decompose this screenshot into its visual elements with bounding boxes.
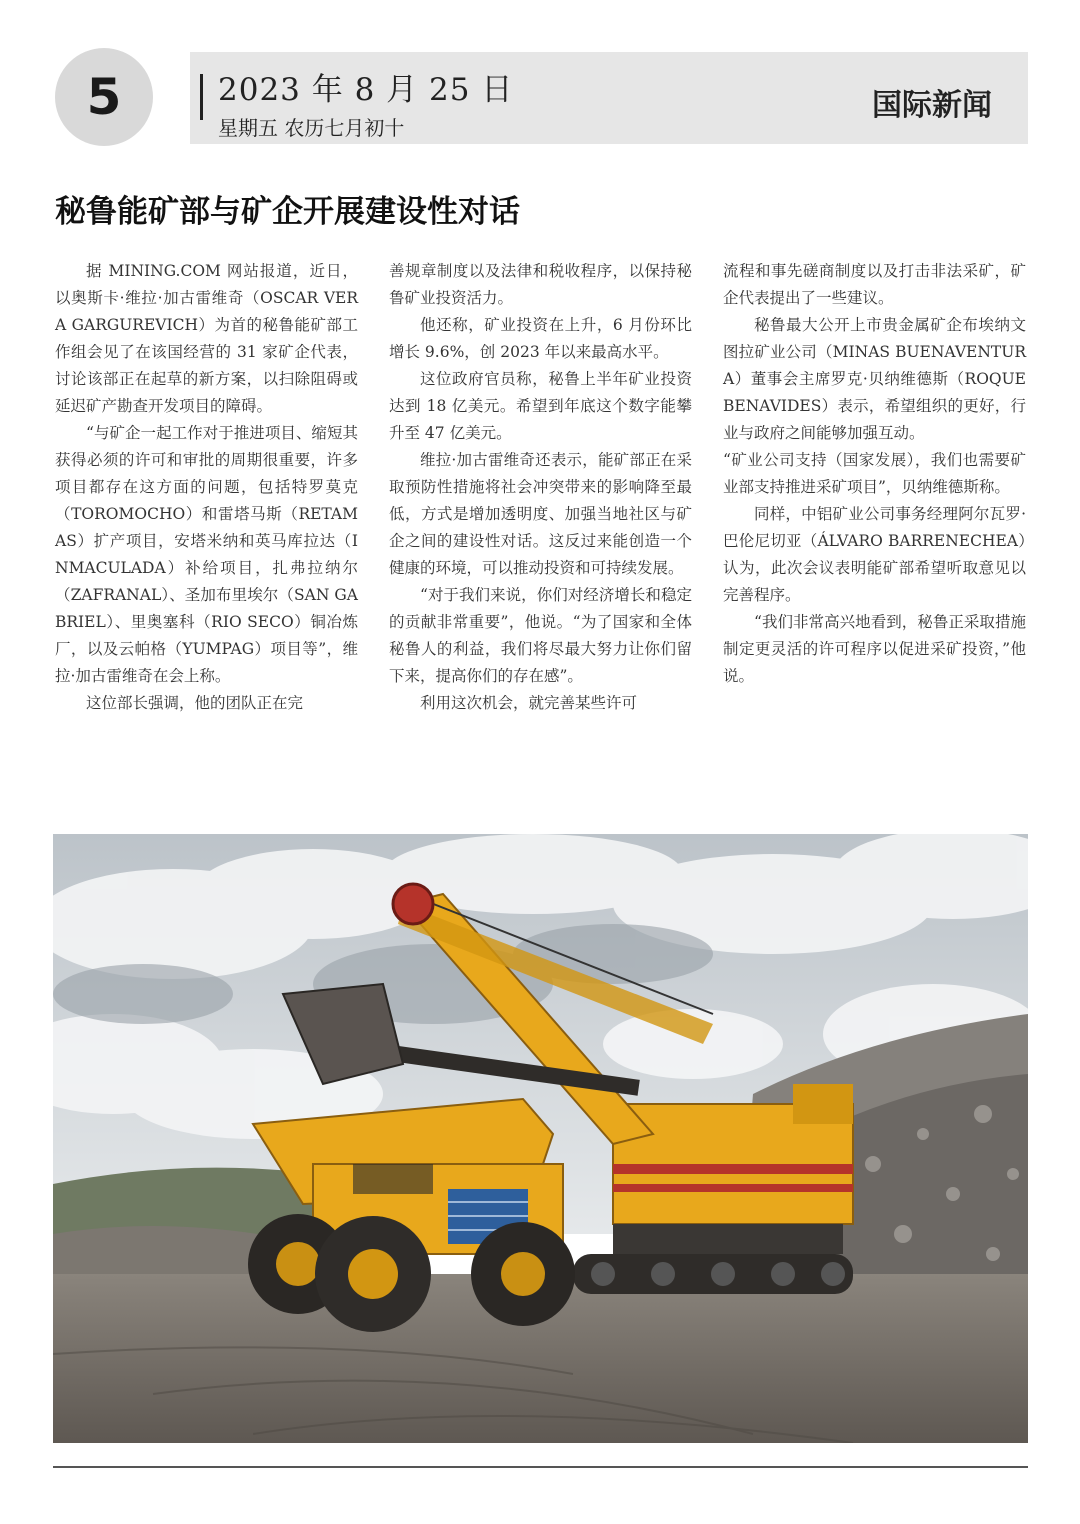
article-paragraph: 这位政府官员称，秘鲁上半年矿业投资达到 18 亿美元。希望到年底这个数字能攀升至 47 亿美元。 — [389, 370, 692, 442]
article-column-2 — [389, 258, 692, 717]
article-headline: 秘鲁能矿部与矿企开展建设性对话 — [55, 194, 520, 230]
section-title: 国际新闻 — [872, 88, 992, 123]
article-paragraph: 他还称，矿业投资在上升，6 月份环比增长 9.6%，创 2023 年以来最高水平。 — [389, 316, 692, 361]
page-number-badge — [55, 48, 153, 146]
article-paragraph: “对于我们来说，你们对经济增长和稳定的贡献非常重要”，他说。“为了国家和全体秘鲁人的利益，我们将尽最大努力让你们留下来，提高你们的存在感”。 — [389, 586, 692, 685]
article-paragraph: “我们非常高兴地看到，秘鲁正采取措施制定更灵活的许可程序以促进采矿投资，”他说。 — [723, 613, 1026, 685]
article-paragraph: 据 MINING.COM 网站报道，近日，以奥斯卡·维拉·加古雷维奇（OSCAR VERA GARGUREVICH）为首的秘鲁能矿部工作组会见了在该国经营的 31 家矿企代表，讨论该部正在起草的新方案，以扫除阻碍或延迟矿产勘查开发项目的障碍。 — [55, 262, 358, 415]
article-paragraph: 秘鲁最大公开上市贵金属矿企布埃纳文图拉矿业公司（MINAS BUENAVENTURA）董事会主席罗克·贝纳维德斯（ROQUE BENAVIDES）表示，希望组织的更好，行业与政府之间能够加强互动。 — [723, 316, 1026, 442]
article-paragraph: 维拉·加古雷维奇还表示，能矿部正在采取预防性措施将社会冲突带来的影响降至最低，方式是增加透明度、加强当地社区与矿企之间的建设性对话。这反过来能创造一个健康的环境，可以推动投资和可持续发展。 — [389, 451, 692, 577]
dump-truck — [248, 1099, 575, 1332]
mining-photo — [53, 834, 1028, 1443]
article-column-3 — [723, 258, 1026, 690]
mining-excavator-truck-illustration — [53, 834, 1028, 1443]
page-number: 5 — [86, 68, 122, 126]
article-paragraph: 同样，中铝矿业公司事务经理阿尔瓦罗·巴伦尼切亚（ÁLVARO BARRENECHEA）认为，此次会议表明能矿部希望听取意见以完善程序。 — [723, 505, 1026, 604]
article-column-1 — [55, 258, 358, 717]
article-paragraph: “与矿企一起工作对于推进项目、缩短其获得必须的许可和审批的周期很重要，许多项目都存在这方面的问题，包括特罗莫克（TOROMOCHO）和雷塔马斯（RETAMAS）扩产项目，安塔米纳和英马库拉达（INMACULADA）补给项目，扎弗拉纳尔（ZAFRANAL）、圣加布里埃尔（SAN GABRIEL）、里奥塞科（RIO SECO）铜冶炼厂，以及云帕格（YUMPAG）项目等”，维拉·加古雷维奇在会上称。 — [55, 424, 358, 685]
article-paragraph: 流程和事先磋商制度以及打击非法采矿，矿企代表提出了一些建议。 — [723, 262, 1026, 307]
article-paragraph: “矿业公司支持（国家发展），我们也需要矿业部支持推进采矿项目”，贝纳维德斯称。 — [723, 451, 1026, 496]
article-paragraph: 利用这次机会，就完善某些许可 — [420, 694, 638, 712]
article-paragraph: 善规章制度以及法律和税收程序，以保持秘鲁矿业投资活力。 — [389, 262, 692, 307]
article-paragraph: 这位部长强调，他的团队正在完 — [86, 694, 304, 712]
issue-weekday-lunar: 星期五 农历七月初十 — [218, 116, 405, 140]
footer-rule — [53, 1466, 1028, 1468]
header-divider — [200, 74, 203, 120]
issue-date: 2023 年 8 月 25 日 — [218, 72, 514, 108]
